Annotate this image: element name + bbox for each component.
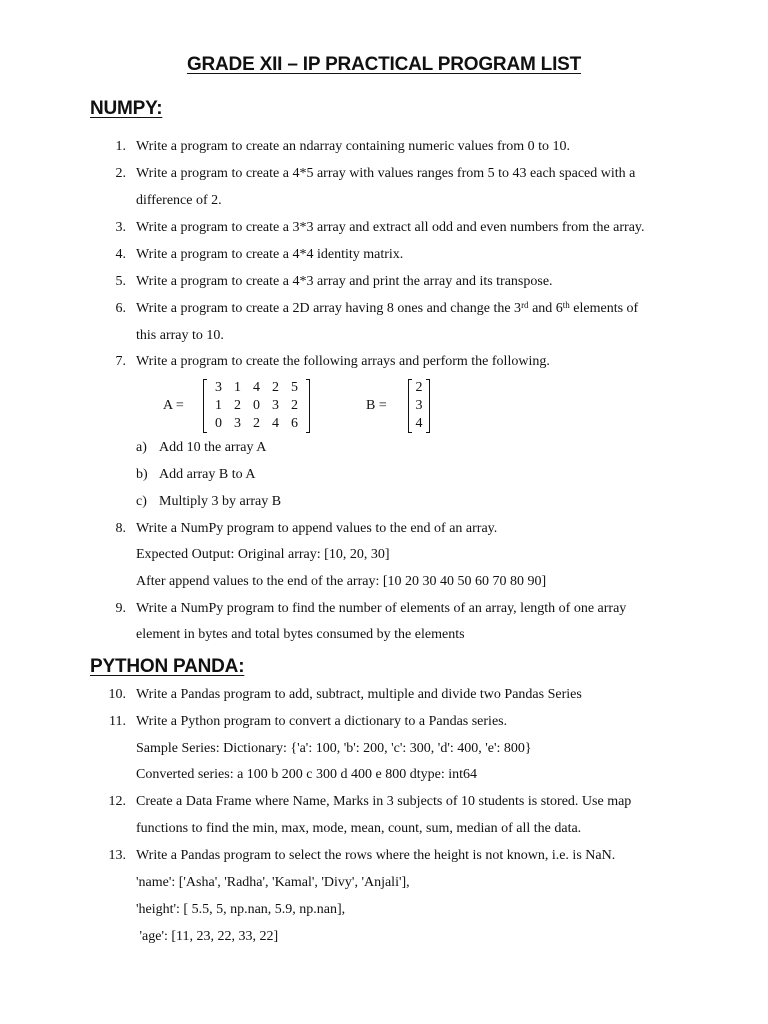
item-number: 6. [115, 301, 126, 316]
item-number: 2. [115, 166, 126, 181]
matrix-cell: 2 [415, 380, 423, 395]
item-text: Write a NumPy program to find the number of elements of an array, length of one array [136, 601, 627, 616]
section-heading-numpy: NUMPY: [90, 98, 163, 119]
item-text-continued: After append values to the end of the array: [10 20 30 40 50 60 70 80 90] [136, 574, 547, 589]
matrix-row [209, 397, 304, 415]
item-text: Create a Data Frame where Name, Marks in 3 subjects of 10 students is stored. Use map [136, 794, 632, 809]
matrix-a-label: A = [163, 398, 184, 413]
item-number: 5. [115, 274, 126, 289]
item-text-continued: Sample Series: Dictionary: {'a': 100, 'b': 200, 'c': 300, 'd': 400, 'e': 800} [136, 741, 532, 756]
item-text-part: Write a program to create a 2D array having 8 ones and change the 3 [136, 301, 522, 316]
matrix-cell: 2 [234, 398, 241, 413]
page-title: GRADE XII – IP PRACTICAL PROGRAM LIST [186, 54, 582, 75]
matrix-row [414, 415, 424, 433]
matrix-cell: 1 [234, 380, 241, 395]
sub-item-text: Multiply 3 by array B [159, 494, 282, 509]
sub-item-text: Add array B to A [159, 467, 256, 482]
matrix-rows [412, 379, 426, 433]
item-text: Write a program to create a 4*5 array with values ranges from 5 to 43 each spaced with a [136, 166, 636, 181]
item-text-continued: 'name': ['Asha', 'Radha', 'Kamal', 'Divy', 'Anjali'], [136, 875, 410, 890]
matrix-cell: 1 [215, 398, 222, 413]
item-text: Write a program to create the following arrays and perform the following. [136, 354, 550, 369]
item-text: Write a program to create an ndarray containing numeric values from 0 to 10. [136, 139, 571, 154]
matrix-cell: 2 [253, 416, 260, 431]
item-text-continued: 'age': [11, 23, 22, 33, 22] [136, 929, 279, 944]
matrix-b [408, 379, 430, 433]
matrix-rows [207, 379, 306, 433]
item-number: 11. [109, 714, 126, 729]
item-text-continued: element in bytes and total bytes consumed by the elements [136, 627, 465, 642]
item-text: Write a Pandas program to select the rows where the height is not known, i.e. is NaN. [136, 848, 616, 863]
section-heading-pandas: PYTHON PANDA: [90, 656, 245, 677]
matrix-cell: 3 [234, 416, 241, 431]
item-text-continued: this array to 10. [136, 328, 224, 343]
matrix-a [203, 379, 310, 433]
sub-item-letter: c) [136, 494, 147, 509]
matrix-row [209, 379, 304, 397]
item-text-part: elements of [569, 301, 639, 316]
item-text: Write a Python program to convert a dictionary to a Pandas series. [136, 714, 508, 729]
item-number: 3. [115, 220, 126, 235]
matrix-cell: 3 [415, 398, 423, 413]
item-text-continued: difference of 2. [136, 193, 222, 208]
matrix-bracket-right [306, 379, 310, 433]
item-number: 7. [115, 354, 126, 369]
matrix-cell: 2 [291, 398, 298, 413]
item-number: 1. [115, 139, 126, 154]
item-text-continued: Expected Output: Original array: [10, 20, 30] [136, 547, 390, 562]
item-number: 12. [108, 794, 126, 809]
item-number: 13. [108, 848, 126, 863]
matrix-row [414, 379, 424, 397]
matrix-bracket-right [426, 379, 430, 433]
item-number: 8. [115, 521, 126, 536]
item-text [136, 300, 638, 318]
item-text: Write a program to create a 4*4 identity matrix. [136, 247, 404, 262]
matrix-cell: 5 [291, 380, 298, 395]
matrix-row [209, 415, 304, 433]
item-text-continued: functions to find the min, max, mode, mean, count, sum, median of all the data. [136, 821, 582, 836]
matrix-cell: 3 [272, 398, 279, 413]
sub-item-letter: b) [136, 467, 148, 482]
matrix-cell: 3 [215, 380, 222, 395]
matrix-cell: 0 [253, 398, 260, 413]
item-text: Write a NumPy program to append values to the end of an array. [136, 521, 498, 536]
sub-item-text: Add 10 the array A [159, 440, 267, 455]
item-text-continued: Converted series: a 100 b 200 c 300 d 400 e 800 dtype: int64 [136, 767, 477, 782]
matrix-cell: 2 [272, 380, 279, 395]
item-number: 9. [115, 601, 126, 616]
item-text-continued: 'height': [ 5.5, 5, np.nan, 5.9, np.nan], [136, 902, 346, 917]
superscript: th [562, 300, 570, 310]
matrix-cell: 6 [291, 416, 298, 431]
item-text: Write a program to create a 4*3 array and print the array and its transpose. [136, 274, 553, 289]
item-text: Write a program to create a 3*3 array and extract all odd and even numbers from the array. [136, 220, 645, 235]
item-text: Write a Pandas program to add, subtract, multiple and divide two Pandas Series [136, 687, 582, 702]
matrix-b-label: B = [366, 398, 387, 413]
sub-item-letter: a) [136, 440, 147, 455]
item-number: 10. [108, 687, 126, 702]
item-number: 4. [115, 247, 126, 262]
matrix-cell: 4 [415, 416, 423, 431]
matrix-cell: 0 [215, 416, 222, 431]
matrix-cell: 4 [253, 380, 260, 395]
item-text-part: and 6 [528, 301, 563, 316]
matrix-row [414, 397, 424, 415]
matrix-cell: 4 [272, 416, 279, 431]
superscript: rd [521, 300, 529, 310]
